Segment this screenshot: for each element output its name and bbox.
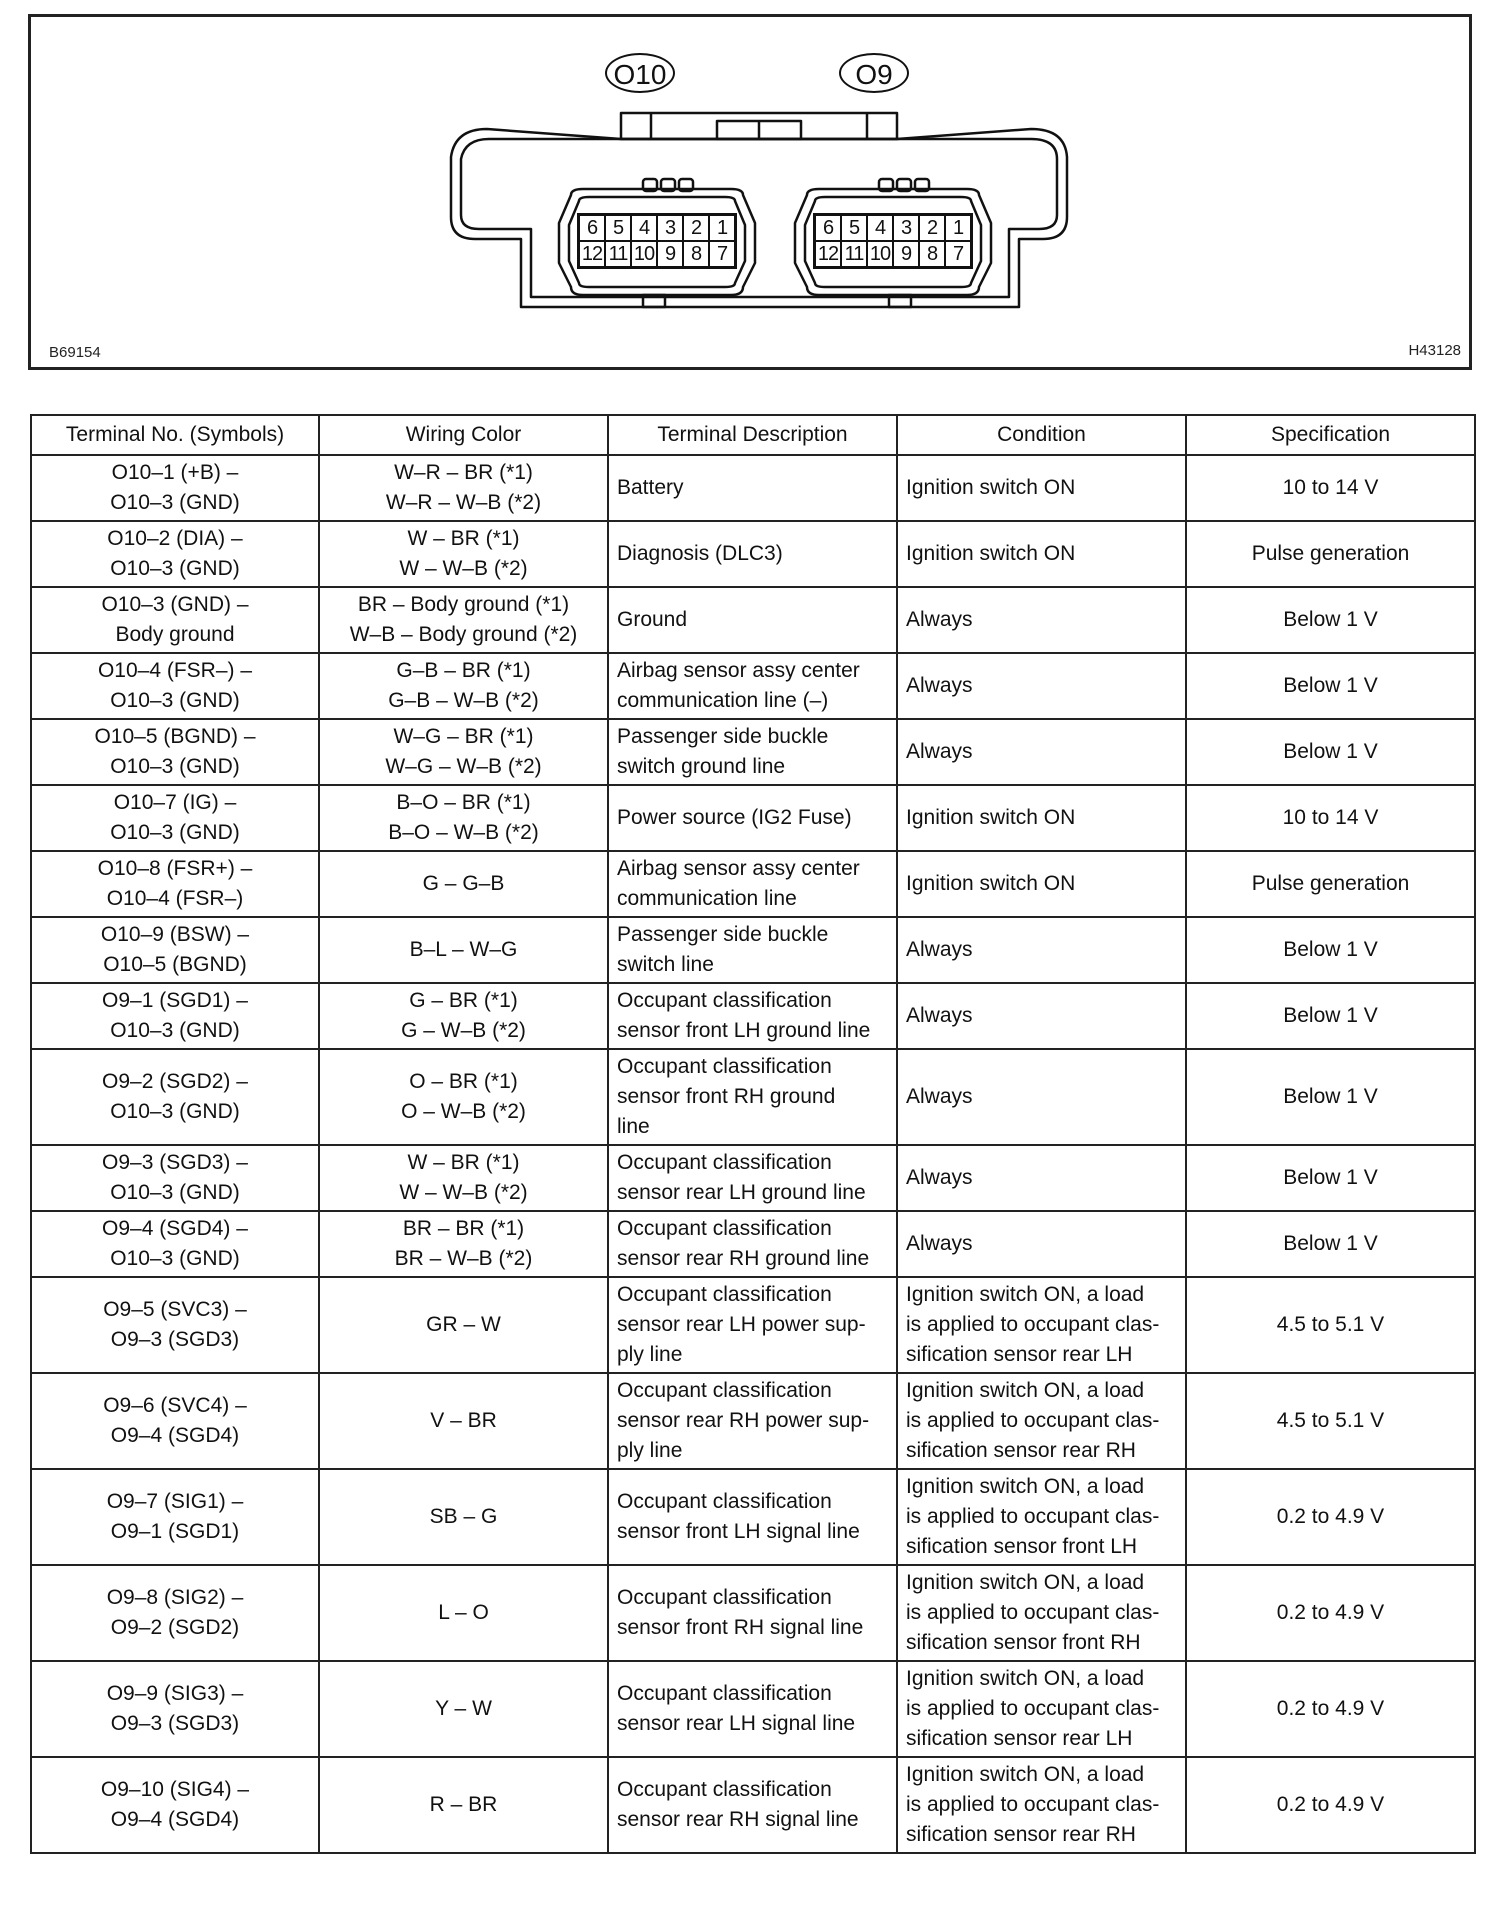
cell-specification: Below 1 V [1186,1211,1475,1277]
cell-terminal: O10–9 (BSW) – O10–5 (BGND) [31,917,319,983]
cell-specification: 0.2 to 4.9 V [1186,1565,1475,1661]
cell-terminal: O10–3 (GND) – Body ground [31,587,319,653]
table-row [31,521,1475,587]
table-row [31,719,1475,785]
cell-terminal: O10–4 (FSR–) – O10–3 (GND) [31,653,319,719]
pin: 4 [631,215,657,241]
cell-wiring-color: BR – BR (*1) BR – W–B (*2) [319,1211,608,1277]
connector-o9-pins [813,213,973,269]
cell-wiring-color: W – BR (*1) W – W–B (*2) [319,521,608,587]
cell-condition: Ignition switch ON [897,851,1186,917]
cell-description: Passenger side buckle switch ground line [608,719,897,785]
cell-condition: Ignition switch ON, a load is applied to occupant clas- sification sensor rear RH [897,1373,1186,1469]
cell-description: Occupant classification sensor front LH ground line [608,983,897,1049]
pin: 3 [657,215,683,241]
cell-specification: 0.2 to 4.9 V [1186,1469,1475,1565]
pin: 7 [709,241,735,267]
cell-description: Occupant classification sensor rear RH power sup- ply line [608,1373,897,1469]
cell-wiring-color: W – BR (*1) W – W–B (*2) [319,1145,608,1211]
pin: 5 [841,215,867,241]
cell-description: Power source (IG2 Fuse) [608,785,897,851]
cell-description: Occupant classification sensor front RH signal line [608,1565,897,1661]
cell-terminal: O9–1 (SGD1) – O10–3 (GND) [31,983,319,1049]
pin: 1 [945,215,971,241]
table-row [31,1277,1475,1373]
pin: 5 [605,215,631,241]
cell-specification: Below 1 V [1186,653,1475,719]
cell-terminal: O9–10 (SIG4) – O9–4 (SGD4) [31,1757,319,1853]
pin: 9 [657,241,683,267]
cell-terminal: O9–4 (SGD4) – O10–3 (GND) [31,1211,319,1277]
cell-wiring-color: G – BR (*1) G – W–B (*2) [319,983,608,1049]
connector-diagram [28,14,1472,370]
pin: 4 [867,215,893,241]
table-row [31,653,1475,719]
cell-specification: Pulse generation [1186,521,1475,587]
table-row [31,1661,1475,1757]
cell-description: Diagnosis (DLC3) [608,521,897,587]
cell-condition: Ignition switch ON [897,785,1186,851]
cell-specification: Below 1 V [1186,719,1475,785]
cell-description: Occupant classification sensor front RH ground line [608,1049,897,1145]
cell-description: Airbag sensor assy center communication line (–) [608,653,897,719]
ecu-housing-drawing [31,17,1469,367]
cell-wiring-color: GR – W [319,1277,608,1373]
cell-terminal: O10–2 (DIA) – O10–3 (GND) [31,521,319,587]
cell-condition: Always [897,983,1186,1049]
pin: 6 [815,215,841,241]
header-condition: Condition [897,415,1186,455]
pin: 2 [919,215,945,241]
cell-terminal: O9–2 (SGD2) – O10–3 (GND) [31,1049,319,1145]
cell-condition: Ignition switch ON, a load is applied to occupant clas- sification sensor front RH [897,1565,1186,1661]
cell-wiring-color: L – O [319,1565,608,1661]
cell-specification: 0.2 to 4.9 V [1186,1661,1475,1757]
pin: 8 [919,241,945,267]
table-row [31,1469,1475,1565]
table-row [31,1211,1475,1277]
cell-description: Occupant classification sensor front LH signal line [608,1469,897,1565]
figure-code-right: H43128 [1408,342,1461,359]
cell-specification: 4.5 to 5.1 V [1186,1373,1475,1469]
cell-condition: Always [897,653,1186,719]
cell-wiring-color: SB – G [319,1469,608,1565]
cell-terminal: O10–1 (+B) – O10–3 (GND) [31,455,319,521]
cell-specification: 0.2 to 4.9 V [1186,1757,1475,1853]
cell-wiring-color: BR – Body ground (*1) W–B – Body ground (*2) [319,587,608,653]
table-row [31,983,1475,1049]
pin: 1 [709,215,735,241]
pin: 10 [631,241,657,267]
cell-condition: Ignition switch ON, a load is applied to occupant clas- sification sensor rear LH [897,1661,1186,1757]
pin: 11 [605,241,631,267]
cell-wiring-color: O – BR (*1) O – W–B (*2) [319,1049,608,1145]
cell-terminal: O9–8 (SIG2) – O9–2 (SGD2) [31,1565,319,1661]
cell-specification: Pulse generation [1186,851,1475,917]
cell-condition: Always [897,917,1186,983]
header-description: Terminal Description [608,415,897,455]
header-specification: Specification [1186,415,1475,455]
pin: 6 [579,215,605,241]
cell-specification: Below 1 V [1186,587,1475,653]
cell-condition: Always [897,1049,1186,1145]
cell-wiring-color: W–R – BR (*1) W–R – W–B (*2) [319,455,608,521]
cell-description: Occupant classification sensor rear LH ground line [608,1145,897,1211]
cell-terminal: O9–9 (SIG3) – O9–3 (SGD3) [31,1661,319,1757]
terminal-spec-table [30,414,1476,1854]
cell-description: Occupant classification sensor rear LH power sup- ply line [608,1277,897,1373]
cell-specification: Below 1 V [1186,983,1475,1049]
cell-wiring-color: B–O – BR (*1) B–O – W–B (*2) [319,785,608,851]
cell-terminal: O10–5 (BGND) – O10–3 (GND) [31,719,319,785]
pin: 2 [683,215,709,241]
cell-description: Passenger side buckle switch line [608,917,897,983]
figure-code-left: B69154 [49,344,101,361]
table-body [31,455,1475,1853]
pin: 3 [893,215,919,241]
table-row [31,587,1475,653]
cell-description: Ground [608,587,897,653]
header-wiring-color: Wiring Color [319,415,608,455]
pin: 12 [815,241,841,267]
cell-wiring-color: Y – W [319,1661,608,1757]
cell-description: Battery [608,455,897,521]
cell-terminal: O9–5 (SVC3) – O9–3 (SGD3) [31,1277,319,1373]
cell-specification: Below 1 V [1186,1049,1475,1145]
table-row [31,1145,1475,1211]
cell-description: Occupant classification sensor rear RH signal line [608,1757,897,1853]
cell-condition: Always [897,719,1186,785]
cell-specification: Below 1 V [1186,917,1475,983]
cell-wiring-color: W–G – BR (*1) W–G – W–B (*2) [319,719,608,785]
cell-condition: Ignition switch ON, a load is applied to occupant clas- sification sensor front LH [897,1469,1186,1565]
pin: 9 [893,241,919,267]
table-row [31,917,1475,983]
cell-terminal: O9–6 (SVC4) – O9–4 (SGD4) [31,1373,319,1469]
cell-condition: Always [897,1145,1186,1211]
cell-condition: Always [897,1211,1186,1277]
cell-specification: Below 1 V [1186,1145,1475,1211]
table-row [31,1373,1475,1469]
cell-wiring-color: G – G–B [319,851,608,917]
pin: 11 [841,241,867,267]
table-row [31,851,1475,917]
table-row [31,455,1475,521]
cell-condition: Ignition switch ON, a load is applied to occupant clas- sification sensor rear RH [897,1757,1186,1853]
cell-terminal: O10–8 (FSR+) – O10–4 (FSR–) [31,851,319,917]
table-row [31,1565,1475,1661]
pin: 12 [579,241,605,267]
cell-description: Airbag sensor assy center communication line [608,851,897,917]
table-row [31,1757,1475,1853]
cell-terminal: O10–7 (IG) – O10–3 (GND) [31,785,319,851]
cell-wiring-color: G–B – BR (*1) G–B – W–B (*2) [319,653,608,719]
cell-specification: 10 to 14 V [1186,785,1475,851]
pin: 8 [683,241,709,267]
cell-wiring-color: B–L – W–G [319,917,608,983]
cell-specification: 4.5 to 5.1 V [1186,1277,1475,1373]
cell-terminal: O9–7 (SIG1) – O9–1 (SGD1) [31,1469,319,1565]
cell-condition: Ignition switch ON [897,521,1186,587]
cell-condition: Always [897,587,1186,653]
header-terminal: Terminal No. (Symbols) [31,415,319,455]
cell-description: Occupant classification sensor rear RH ground line [608,1211,897,1277]
cell-condition: Ignition switch ON [897,455,1186,521]
connector-o10-pins [577,213,737,269]
table-row [31,1049,1475,1145]
connector-label-o9: O9 [839,53,909,93]
pin: 10 [867,241,893,267]
cell-description: Occupant classification sensor rear LH signal line [608,1661,897,1757]
table-row [31,785,1475,851]
cell-wiring-color: R – BR [319,1757,608,1853]
cell-specification: 10 to 14 V [1186,455,1475,521]
cell-wiring-color: V – BR [319,1373,608,1469]
cell-terminal: O9–3 (SGD3) – O10–3 (GND) [31,1145,319,1211]
connector-label-o10: O10 [605,53,675,93]
pin: 7 [945,241,971,267]
table-header-row [31,415,1475,455]
cell-condition: Ignition switch ON, a load is applied to occupant clas- sification sensor rear LH [897,1277,1186,1373]
